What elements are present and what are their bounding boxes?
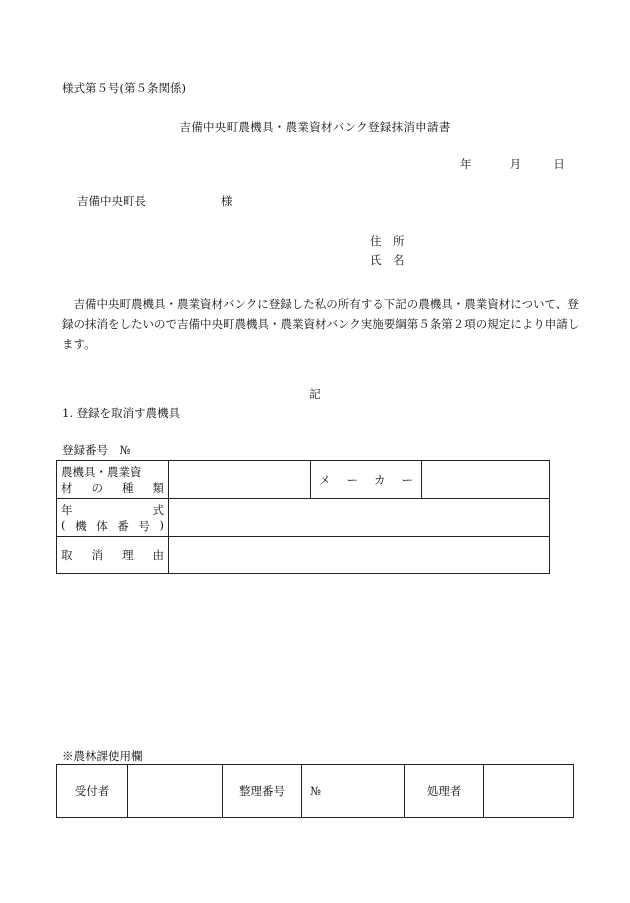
model-year-label-line2 bbox=[61, 518, 164, 534]
date-month: 月 bbox=[509, 157, 522, 171]
reference-number-label: 整理番号 bbox=[223, 765, 302, 818]
reference-number-field[interactable] bbox=[302, 765, 405, 818]
office-use-heading: ※農林課使用欄 bbox=[62, 749, 143, 763]
label-char: 消 bbox=[91, 548, 103, 562]
handler-label: 処理者 bbox=[405, 765, 484, 818]
label-char: メ bbox=[319, 472, 331, 487]
ki-marker: 記 bbox=[309, 387, 321, 401]
maker-field[interactable] bbox=[422, 461, 550, 499]
label-char: 種 bbox=[122, 480, 134, 495]
equipment-table bbox=[56, 460, 550, 574]
label-char: 年 bbox=[61, 502, 73, 517]
equipment-type-label-line2 bbox=[61, 480, 164, 496]
model-year-label-line1 bbox=[61, 502, 164, 518]
handler-field[interactable] bbox=[484, 765, 574, 818]
label-char: ー bbox=[346, 472, 358, 487]
applicant-name-label: 氏 名 bbox=[370, 253, 405, 267]
model-year-field[interactable] bbox=[169, 499, 550, 537]
form-number: 様式第５号(第５条関係) bbox=[62, 81, 186, 95]
label-char: 取 bbox=[61, 548, 73, 562]
label-char: 理 bbox=[122, 548, 134, 562]
number-mark: № bbox=[310, 784, 321, 798]
cancel-reason-field[interactable] bbox=[169, 537, 550, 574]
label-char: 機 bbox=[75, 518, 87, 533]
date-day: 日 bbox=[553, 157, 565, 171]
model-year-label bbox=[57, 499, 169, 537]
received-by-field[interactable] bbox=[128, 765, 223, 818]
label-char: 番 bbox=[117, 518, 129, 533]
label-char: 材 bbox=[61, 480, 73, 495]
body-paragraph: 吉備中央町農機具・農業資材バンクに登録した私の所有する下記の農機具・農業資材について、登録の抹消をしたいので吉備中央町農機具・農業資材バンク実施要綱第５条第２項の規定により申請します。 bbox=[62, 297, 580, 351]
label-char: 由 bbox=[152, 548, 164, 562]
label-char: ー bbox=[401, 472, 413, 487]
addressee-name: 吉備中央町長 bbox=[77, 194, 146, 208]
registration-number-label: 登録番号 № bbox=[62, 443, 131, 457]
maker-label bbox=[311, 461, 422, 499]
equipment-type-field[interactable] bbox=[169, 461, 311, 499]
cancel-reason-label bbox=[57, 537, 169, 574]
label-char: 体 bbox=[96, 518, 108, 533]
received-by-label: 受付者 bbox=[57, 765, 128, 818]
document-title: 吉備中央町農機具・農業資材バンク登録抹消申請書 bbox=[179, 120, 451, 134]
label-char: ( bbox=[61, 517, 66, 532]
equipment-type-label bbox=[57, 461, 169, 499]
equipment-type-label-line1: 農機具・農業資 bbox=[61, 464, 142, 479]
applicant-address-label: 住 所 bbox=[370, 234, 405, 248]
section-heading: 1. 登録を取消す農機具 bbox=[62, 406, 181, 420]
label-char: 類 bbox=[152, 480, 164, 495]
office-use-table bbox=[56, 764, 574, 818]
date-line bbox=[460, 156, 565, 172]
label-char: カ bbox=[374, 472, 386, 487]
label-char: の bbox=[91, 480, 103, 495]
label-char: ) bbox=[159, 517, 164, 532]
label-char: 式 bbox=[152, 502, 164, 517]
date-year: 年 bbox=[460, 157, 472, 171]
label-char: 号 bbox=[138, 518, 150, 533]
addressee-honorific: 様 bbox=[221, 194, 233, 208]
